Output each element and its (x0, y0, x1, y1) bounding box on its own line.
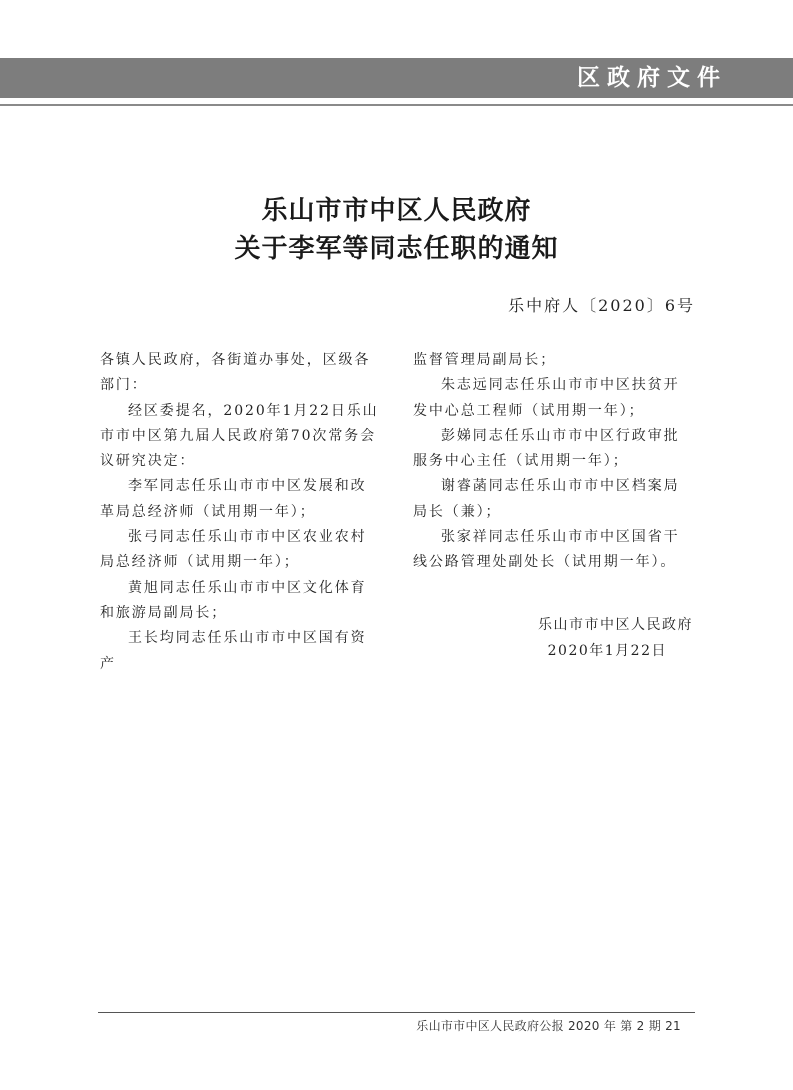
body-column-left (100, 348, 382, 677)
paragraph: 经区委提名，2020年1月22日乐山市市中区第九届人民政府第70次常务会议研究决定： (100, 402, 379, 470)
paragraph: 各镇人民政府，各街道办事处，区级各部门： (100, 352, 371, 394)
paragraph: 监督管理局副局长； (413, 352, 557, 368)
paragraph: 王长均同志任乐山市市中区国有资产 (100, 630, 367, 672)
paragraph: 黄旭同志任乐山市市中区文化体育和旅游局副局长； (100, 579, 367, 621)
paragraph: 张家祥同志任乐山市市中区国省干线公路管理处副处长（试用期一年）。 (413, 529, 680, 571)
paragraph: 彭娣同志任乐山市市中区行政审批服务中心主任（试用期一年）； (413, 427, 680, 470)
body-column-right (413, 348, 695, 576)
paragraph: 李军同志任乐山市市中区发展和改革局总经济师（试用期一年）； (100, 478, 367, 520)
footer-divider (98, 1012, 695, 1013)
footer-publication-info: 乐山市市中区人民政府公报 2020 年 第 2 期 21 (416, 1019, 681, 1033)
paragraph: 朱志远同志任乐山市市中区扶贫开发中心总工程师（试用期一年）； (413, 377, 680, 419)
document-title-line2: 关于李军等同志任职的通知 (234, 234, 559, 264)
signature-block (413, 612, 695, 664)
document-title-line1: 乐山市市中区人民政府 (261, 196, 532, 226)
header-divider (0, 104, 793, 106)
paragraph: 谢睿菡同志任乐山市市中区档案局局长（兼）； (413, 478, 680, 520)
signature-org: 乐山市市中区人民政府 (538, 617, 693, 633)
paragraph: 张弓同志任乐山市市中区农业农村局总经济师（试用期一年）； (100, 529, 367, 571)
section-label: 区政府文件 (577, 65, 727, 91)
document-number: 乐中府人〔2020〕6号 (508, 296, 695, 315)
header-band (0, 58, 793, 98)
signature-date: 2020年1月22日 (547, 643, 667, 659)
